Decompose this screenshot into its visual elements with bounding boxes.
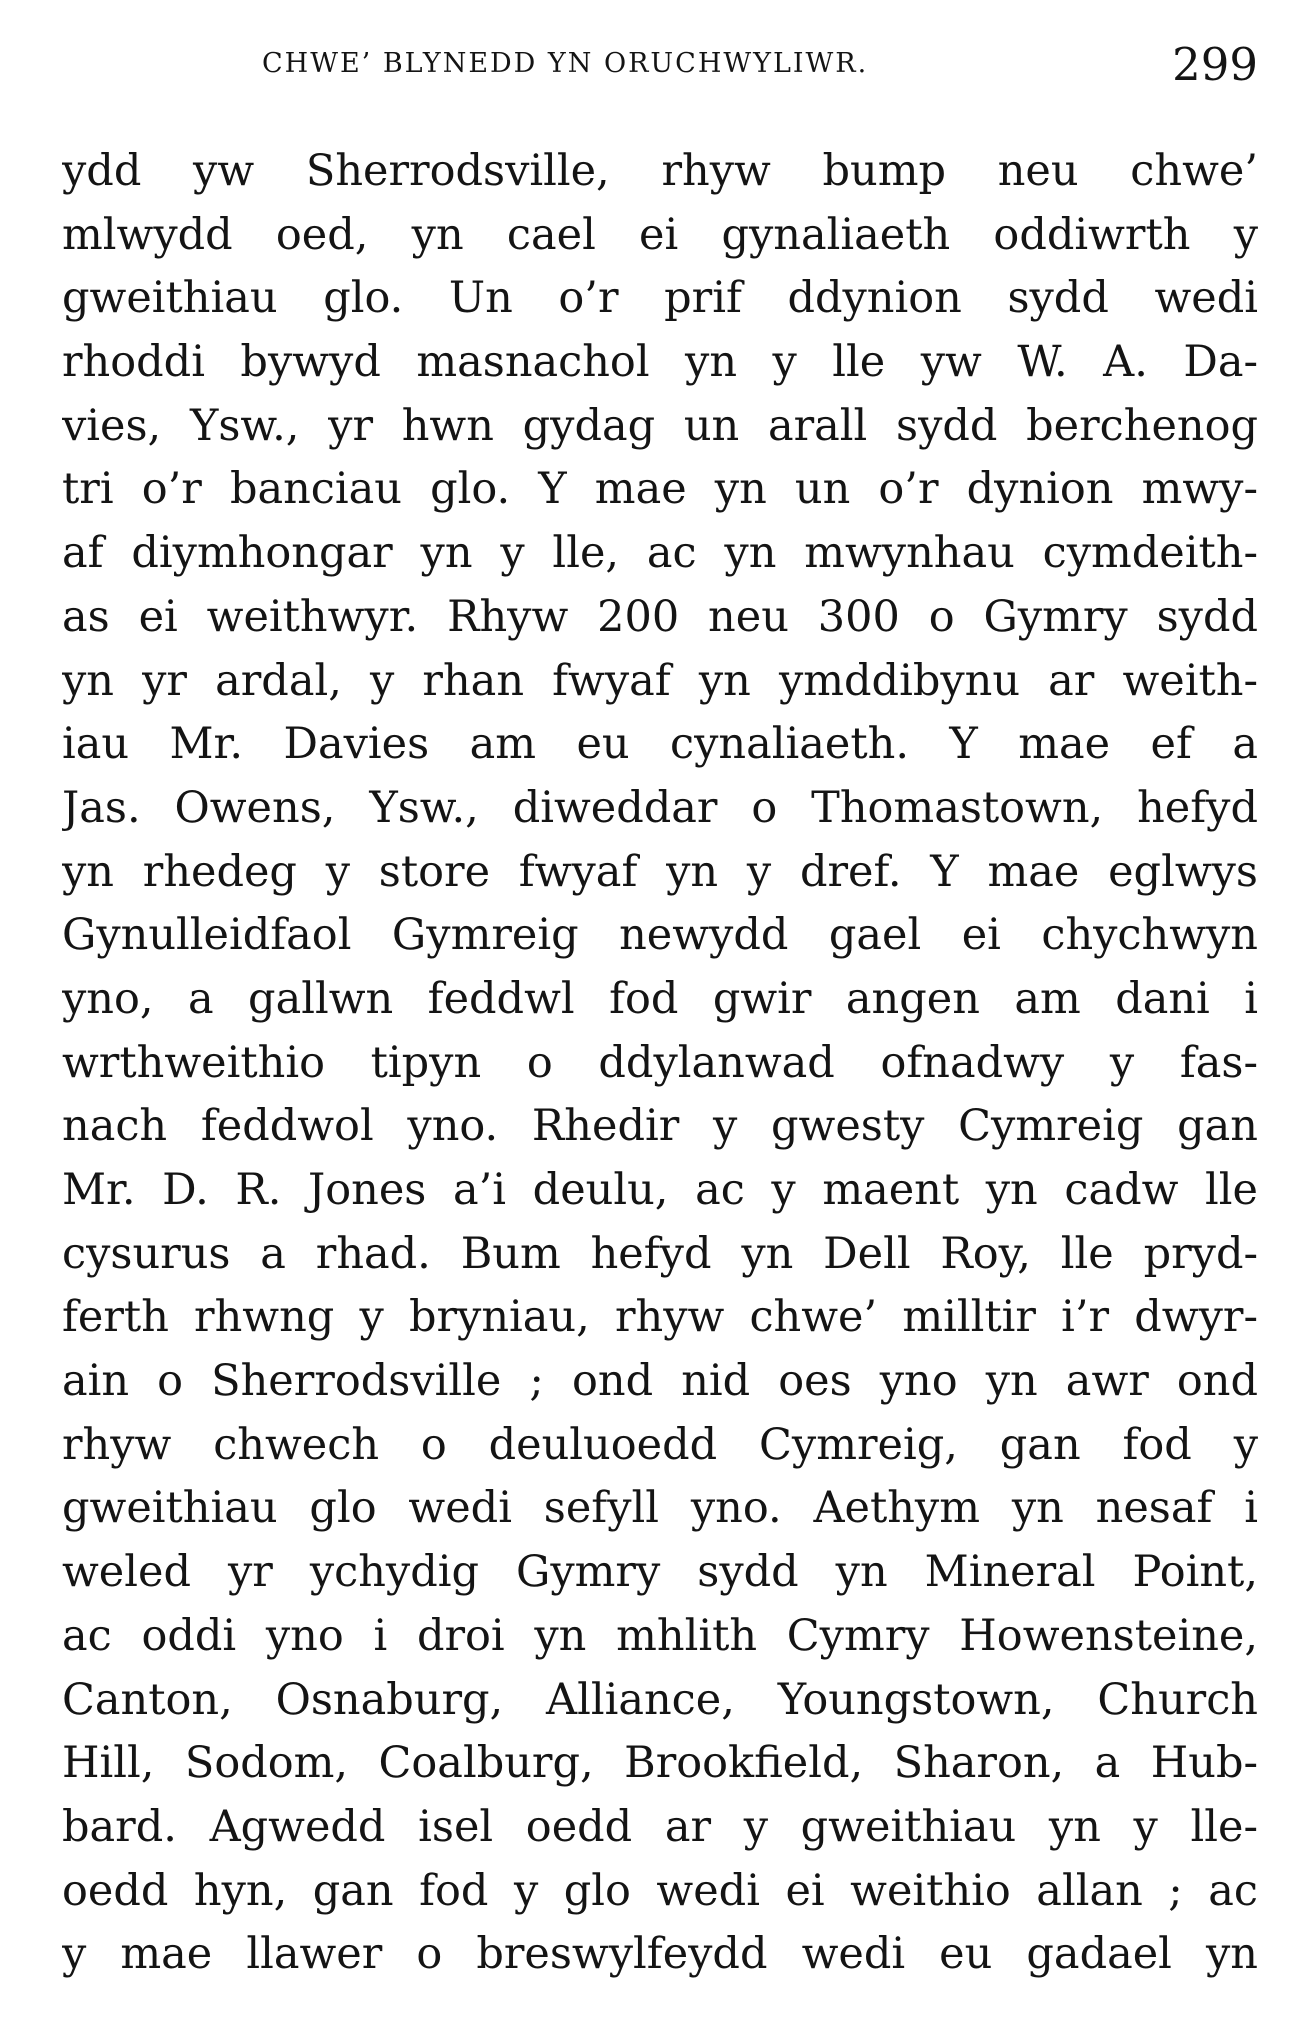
text-line: ferth rhwng y bryniau, rhyw chwe’ milltir i’r dwyr-: [62, 1292, 1258, 1343]
text-line: rhyw chwech o deuluoedd Cymreig, gan fod y: [62, 1419, 1258, 1470]
text-line: af diymhongar yn y lle, ac yn mwynhau cymdeith-: [62, 528, 1258, 579]
text-line: ydd yw Sherrodsville, rhyw bump neu chwe’: [62, 146, 1258, 196]
text-line: vies, Ysw., yr hwn gydag un arall sydd berchenog: [62, 400, 1258, 451]
page-number: 299: [1172, 38, 1258, 91]
text-line: tri o’r banciau glo. Y mae yn un o’r dynion mwy-: [62, 464, 1258, 515]
text-line: oedd hyn, gan fod y glo wedi ei weithio allan ; ac: [62, 1865, 1258, 1916]
text-line: Canton, Osnaburg, Alliance, Youngstown, Church: [62, 1674, 1258, 1725]
text-line: Gynulleidfaol Gymreig newydd gael ei chychwyn: [62, 910, 1258, 961]
text-line: ac oddi yno i droi yn mhlith Cymry Howensteine,: [62, 1610, 1258, 1661]
running-head: [62, 38, 1258, 98]
text-line: rhoddi bywyd masnachol yn y lle yw W. A. Da-: [62, 337, 1258, 388]
text-line: wrthweithio tipyn o ddylanwad ofnadwy y fas-: [62, 1037, 1258, 1088]
text-line: gweithiau glo wedi sefyll yno. Aethym yn nesaf i: [62, 1483, 1258, 1534]
running-title: CHWE’ BLYNEDD YN ORUCHWYLIWR.: [262, 48, 869, 79]
text-line: gweithiau glo. Un o’r prif ddynion sydd wedi: [62, 273, 1258, 324]
text-line: Mr. D. R. Jones a’i deulu, ac y maent yn cadw lle: [62, 1165, 1258, 1215]
text-line: iau Mr. Davies am eu cynaliaeth. Y mae ef a: [62, 719, 1258, 770]
text-line: as ei weithwyr. Rhyw 200 neu 300 o Gymry sydd: [62, 591, 1258, 642]
text-line: ain o Sherrodsville ; ond nid oes yno yn awr ond: [62, 1356, 1258, 1407]
text-line: y mae llawer o breswylfeydd wedi eu gadael yn: [62, 1929, 1258, 1980]
text-line: Jas. Owens, Ysw., diweddar o Thomastown, hefyd: [62, 782, 1258, 833]
text-line: mlwydd oed, yn cael ei gynaliaeth oddiwrth y: [62, 209, 1258, 260]
text-line: nach feddwol yno. Rhedir y gwesty Cymreig gan: [62, 1101, 1258, 1152]
text-line: bard. Agwedd isel oedd ar y gweithiau yn y lle-: [62, 1801, 1258, 1852]
text-line: yn yr ardal, y rhan fwyaf yn ymddibynu ar weith-: [62, 655, 1258, 706]
body-text: [62, 140, 1258, 1987]
text-line: cysurus a rhad. Bum hefyd yn Dell Roy, lle pryd-: [62, 1228, 1258, 1279]
text-line: Hill, Sodom, Coalburg, Brookfield, Sharon, a Hub-: [62, 1738, 1258, 1789]
text-line: weled yr ychydig Gymry sydd yn Mineral Point,: [62, 1547, 1258, 1598]
text-line: yno, a gallwn feddwl fod gwir angen am dani i: [62, 973, 1258, 1024]
text-line: yn rhedeg y store fwyaf yn y dref. Y mae eglwys: [62, 846, 1258, 897]
